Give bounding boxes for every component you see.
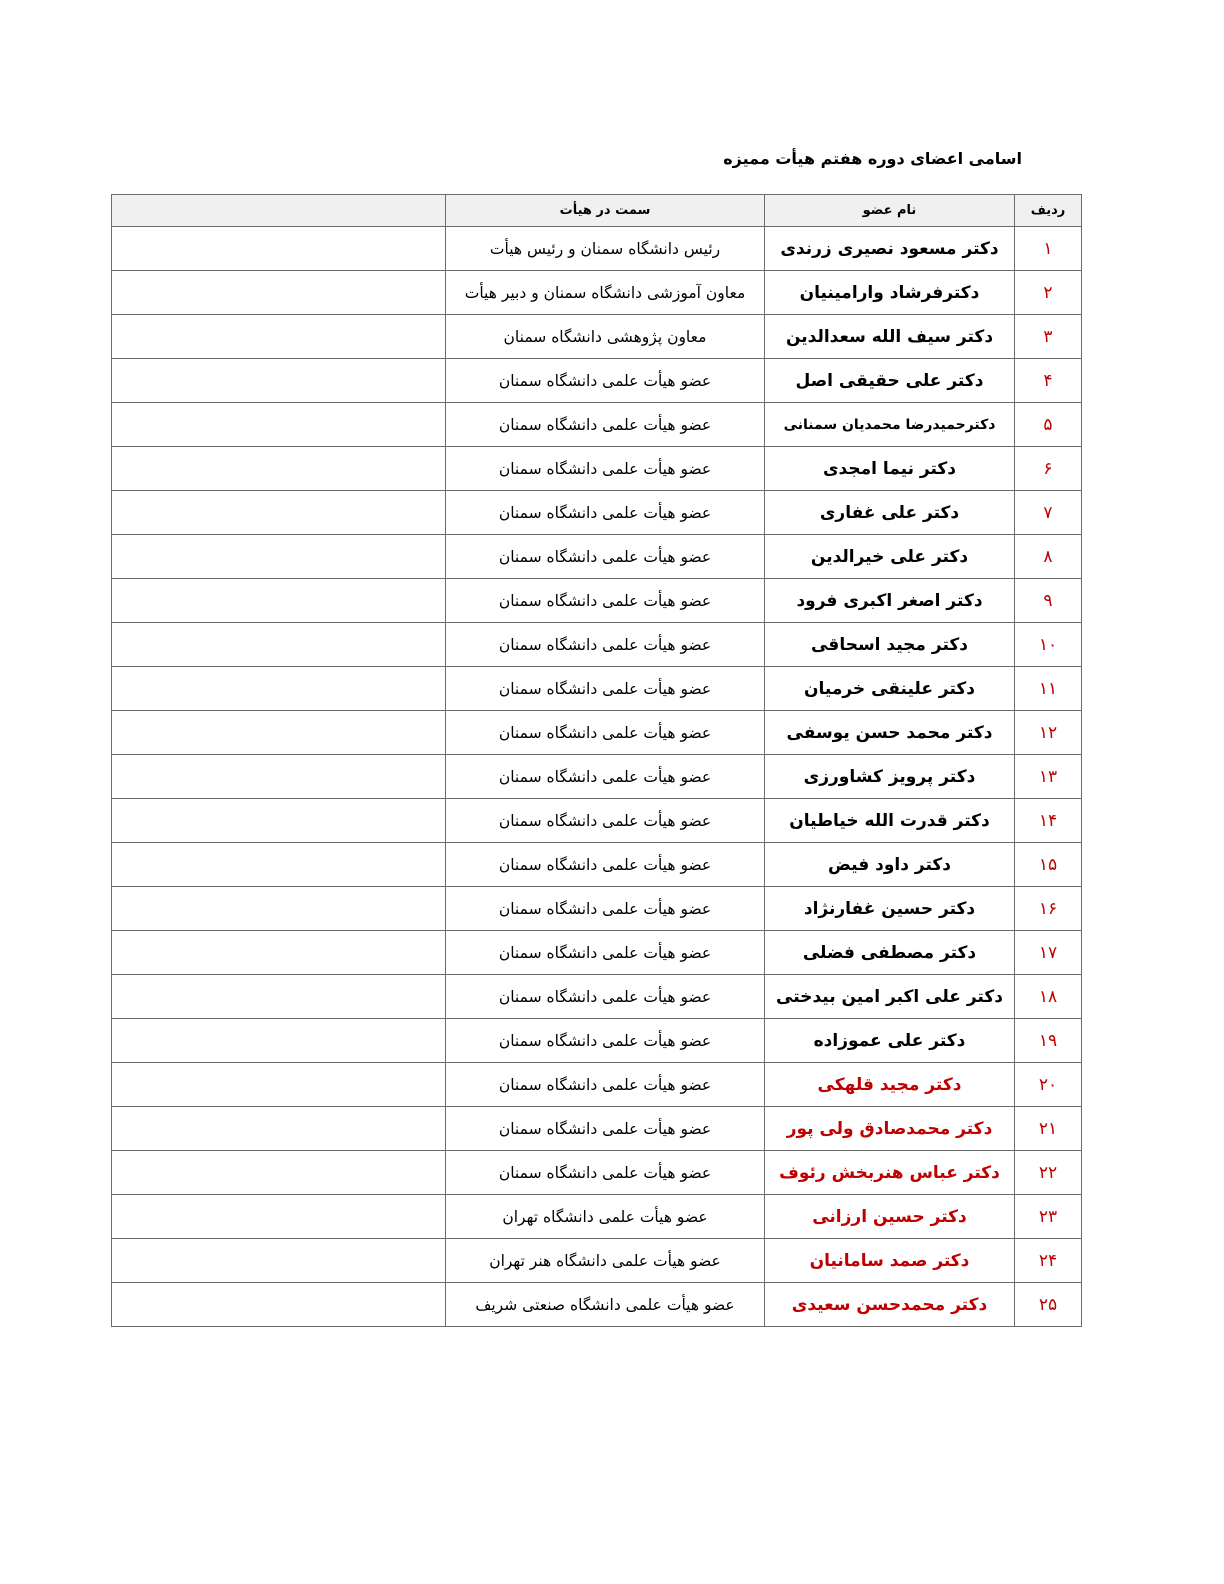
- empty-cell: [112, 623, 446, 667]
- row-number-cell: ۱۰: [1015, 623, 1082, 667]
- member-name-cell: دکتر صمد سامانیان: [765, 1239, 1015, 1283]
- empty-cell: [112, 447, 446, 491]
- member-name-cell: دکتر علینقی خرمیان: [765, 667, 1015, 711]
- empty-cell: [112, 579, 446, 623]
- empty-cell: [112, 1195, 446, 1239]
- empty-cell: [112, 1283, 446, 1327]
- empty-cell: [112, 491, 446, 535]
- row-number-cell: ۱: [1015, 227, 1082, 271]
- table-row: [112, 1019, 1082, 1063]
- table-row: [112, 975, 1082, 1019]
- header-name: نام عضو: [765, 195, 1015, 227]
- member-name-cell: دکتر پرویز کشاورزی: [765, 755, 1015, 799]
- row-number-cell: ۱۱: [1015, 667, 1082, 711]
- row-number-cell: ۲: [1015, 271, 1082, 315]
- member-name-cell: دکتر مصطفی فضلی: [765, 931, 1015, 975]
- role-cell: عضو هیأت علمی دانشگاه سمنان: [446, 711, 765, 755]
- table-row: [112, 931, 1082, 975]
- empty-cell: [112, 1019, 446, 1063]
- empty-cell: [112, 271, 446, 315]
- row-number-cell: ۱۹: [1015, 1019, 1082, 1063]
- role-cell: عضو هیأت علمی دانشگاه سمنان: [446, 931, 765, 975]
- row-number-cell: ۲۴: [1015, 1239, 1082, 1283]
- empty-cell: [112, 1239, 446, 1283]
- role-cell: عضو هیأت علمی دانشگاه سمنان: [446, 491, 765, 535]
- role-cell: عضو هیأت علمی دانشگاه سمنان: [446, 403, 765, 447]
- table-row: [112, 491, 1082, 535]
- row-number-cell: ۱۷: [1015, 931, 1082, 975]
- role-cell: عضو هیأت علمی دانشگاه سمنان: [446, 755, 765, 799]
- member-name-cell: دکتر سیف الله سعدالدین: [765, 315, 1015, 359]
- page-title: اسامی اعضای دوره هفتم هیأت ممیزه: [723, 149, 1022, 168]
- empty-cell: [112, 1151, 446, 1195]
- empty-cell: [112, 755, 446, 799]
- header-row-number: ردیف: [1015, 195, 1082, 227]
- role-cell: رئیس دانشگاه سمنان و رئیس هیأت: [446, 227, 765, 271]
- empty-cell: [112, 975, 446, 1019]
- member-name-cell: دکتر علی حقیقی اصل: [765, 359, 1015, 403]
- empty-cell: [112, 359, 446, 403]
- table-header-row: [112, 195, 1082, 227]
- row-number-cell: ۱۵: [1015, 843, 1082, 887]
- member-name-cell: دکتر علی اکبر امین بیدختی: [765, 975, 1015, 1019]
- empty-cell: [112, 403, 446, 447]
- table-row: [112, 711, 1082, 755]
- role-cell: عضو هیأت علمی دانشگاه سمنان: [446, 1019, 765, 1063]
- member-name-cell: دکتر نیما امجدی: [765, 447, 1015, 491]
- role-cell: عضو هیأت علمی دانشگاه صنعتی شریف: [446, 1283, 765, 1327]
- table-row: [112, 1151, 1082, 1195]
- role-cell: عضو هیأت علمی دانشگاه سمنان: [446, 1151, 765, 1195]
- table-row: [112, 799, 1082, 843]
- empty-cell: [112, 315, 446, 359]
- member-name-cell: دکتر داود فیض: [765, 843, 1015, 887]
- table-row: [112, 1063, 1082, 1107]
- table-row: [112, 315, 1082, 359]
- table-row: [112, 887, 1082, 931]
- role-cell: عضو هیأت علمی دانشگاه سمنان: [446, 1107, 765, 1151]
- role-cell: عضو هیأت علمی دانشگاه سمنان: [446, 579, 765, 623]
- row-number-cell: ۲۳: [1015, 1195, 1082, 1239]
- table-row: [112, 1107, 1082, 1151]
- role-cell: عضو هیأت علمی دانشگاه تهران: [446, 1195, 765, 1239]
- row-number-cell: ۱۳: [1015, 755, 1082, 799]
- member-name-cell: دکتر مجید قلهکی: [765, 1063, 1015, 1107]
- row-number-cell: ۷: [1015, 491, 1082, 535]
- row-number-cell: ۸: [1015, 535, 1082, 579]
- table-row: [112, 843, 1082, 887]
- role-cell: عضو هیأت علمی دانشگاه سمنان: [446, 887, 765, 931]
- table-row: [112, 667, 1082, 711]
- table-row: [112, 623, 1082, 667]
- table-row: [112, 1283, 1082, 1327]
- role-cell: عضو هیأت علمی دانشگاه سمنان: [446, 1063, 765, 1107]
- empty-cell: [112, 799, 446, 843]
- row-number-cell: ۳: [1015, 315, 1082, 359]
- empty-cell: [112, 535, 446, 579]
- row-number-cell: ۱۶: [1015, 887, 1082, 931]
- row-number-cell: ۲۰: [1015, 1063, 1082, 1107]
- role-cell: عضو هیأت علمی دانشگاه سمنان: [446, 447, 765, 491]
- member-name-cell: دکتر حسین غفارنژاد: [765, 887, 1015, 931]
- table-row: [112, 403, 1082, 447]
- empty-cell: [112, 931, 446, 975]
- member-name-cell: دکتر مسعود نصیری زرندی: [765, 227, 1015, 271]
- empty-cell: [112, 887, 446, 931]
- empty-cell: [112, 843, 446, 887]
- role-cell: عضو هیأت علمی دانشگاه سمنان: [446, 359, 765, 403]
- member-name-cell: دکتر مجید اسحاقی: [765, 623, 1015, 667]
- member-name-cell: دکترحمیدرضا محمدیان سمنانی: [765, 403, 1015, 447]
- row-number-cell: ۱۴: [1015, 799, 1082, 843]
- table-row: [112, 579, 1082, 623]
- member-name-cell: دکتر حسین ارزانی: [765, 1195, 1015, 1239]
- empty-cell: [112, 1107, 446, 1151]
- role-cell: عضو هیأت علمی دانشگاه سمنان: [446, 623, 765, 667]
- table-row: [112, 1195, 1082, 1239]
- table-row: [112, 359, 1082, 403]
- member-name-cell: دکتر قدرت الله خیاطیان: [765, 799, 1015, 843]
- row-number-cell: ۶: [1015, 447, 1082, 491]
- row-number-cell: ۱۸: [1015, 975, 1082, 1019]
- table-row: [112, 447, 1082, 491]
- role-cell: عضو هیأت علمی دانشگاه سمنان: [446, 535, 765, 579]
- member-name-cell: دکترفرشاد وارامینیان: [765, 271, 1015, 315]
- header-empty: [112, 195, 446, 227]
- member-name-cell: دکتر محمدحسن سعیدی: [765, 1283, 1015, 1327]
- row-number-cell: ۴: [1015, 359, 1082, 403]
- row-number-cell: ۹: [1015, 579, 1082, 623]
- empty-cell: [112, 227, 446, 271]
- member-name-cell: دکتر محمدصادق ولی پور: [765, 1107, 1015, 1151]
- table-row: [112, 755, 1082, 799]
- row-number-cell: ۱۲: [1015, 711, 1082, 755]
- role-cell: عضو هیأت علمی دانشگاه سمنان: [446, 843, 765, 887]
- empty-cell: [112, 667, 446, 711]
- role-cell: عضو هیأت علمی دانشگاه سمنان: [446, 975, 765, 1019]
- row-number-cell: ۲۵: [1015, 1283, 1082, 1327]
- member-name-cell: دکتر عباس هنربخش رئوف: [765, 1151, 1015, 1195]
- role-cell: عضو هیأت علمی دانشگاه سمنان: [446, 667, 765, 711]
- row-number-cell: ۲۱: [1015, 1107, 1082, 1151]
- role-cell: عضو هیأت علمی دانشگاه سمنان: [446, 799, 765, 843]
- member-name-cell: دکتر علی غفاری: [765, 491, 1015, 535]
- header-role: سمت در هیأت: [446, 195, 765, 227]
- table-row: [112, 227, 1082, 271]
- role-cell: معاون آموزشی دانشگاه سمنان و دبیر هیأت: [446, 271, 765, 315]
- row-number-cell: ۵: [1015, 403, 1082, 447]
- table-row: [112, 271, 1082, 315]
- empty-cell: [112, 1063, 446, 1107]
- role-cell: عضو هیأت علمی دانشگاه هنر تهران: [446, 1239, 765, 1283]
- table-row: [112, 1239, 1082, 1283]
- row-number-cell: ۲۲: [1015, 1151, 1082, 1195]
- member-name-cell: دکتر محمد حسن یوسفی: [765, 711, 1015, 755]
- member-name-cell: دکتر علی عموزاده: [765, 1019, 1015, 1063]
- empty-cell: [112, 711, 446, 755]
- role-cell: معاون پژوهشی دانشگاه سمنان: [446, 315, 765, 359]
- members-table: [111, 194, 1082, 1327]
- member-name-cell: دکتر اصغر اکبری فرود: [765, 579, 1015, 623]
- member-name-cell: دکتر علی خیرالدین: [765, 535, 1015, 579]
- table-row: [112, 535, 1082, 579]
